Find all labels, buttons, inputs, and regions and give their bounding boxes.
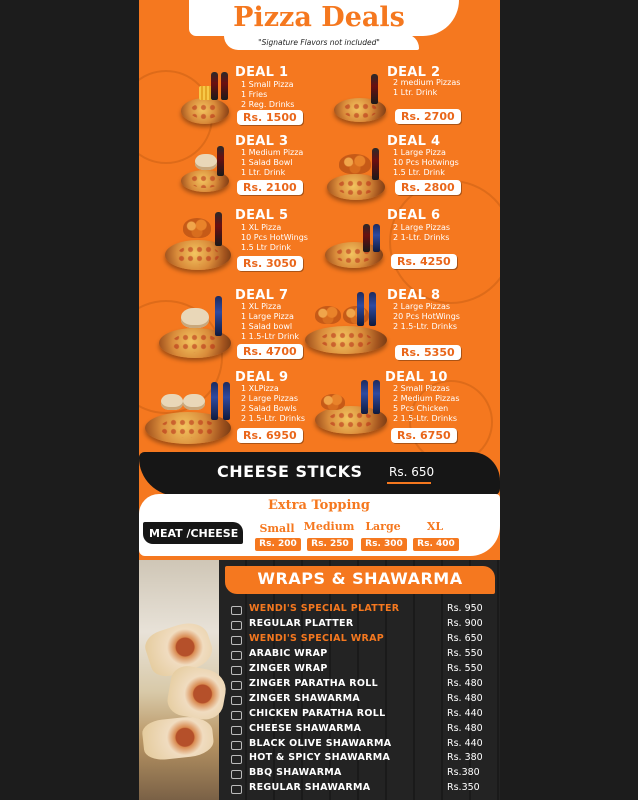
menu-item-price: Rs.350 bbox=[447, 782, 480, 793]
deal-title: DEAL 3 bbox=[235, 134, 289, 149]
menu-row[interactable] bbox=[231, 693, 491, 708]
size-price-small: Rs. 200 bbox=[255, 538, 301, 551]
menu-item-icon bbox=[231, 770, 242, 779]
size-label-large: Large bbox=[365, 520, 401, 533]
cheese-sticks-price: Rs. 650 bbox=[389, 465, 435, 479]
menu-item-name: CHEESE SHAWARMA bbox=[249, 723, 362, 734]
menu-item-price: Rs. 550 bbox=[447, 663, 483, 674]
menu-item-price: Rs. 380 bbox=[447, 752, 483, 763]
pizza-image bbox=[305, 326, 387, 354]
deal-item: 2 Reg. Drinks bbox=[241, 100, 295, 109]
menu-item-price: Rs. 550 bbox=[447, 648, 483, 659]
deal-title: DEAL 4 bbox=[387, 134, 441, 149]
menu-item-name: WENDI'S SPECIAL WRAP bbox=[249, 633, 385, 644]
deal-title: DEAL 6 bbox=[387, 208, 441, 223]
drink-bottle bbox=[372, 148, 379, 180]
size-label-small: Small bbox=[259, 522, 295, 535]
menu-item-icon bbox=[231, 621, 242, 630]
hotwings-image bbox=[343, 306, 369, 324]
salad-bowl-image bbox=[181, 308, 209, 328]
menu-row[interactable] bbox=[231, 678, 491, 693]
menu-item-name: BBQ SHAWARMA bbox=[249, 767, 342, 778]
drink-bottle bbox=[369, 292, 376, 326]
menu-item-name: ZINGER SHAWARMA bbox=[249, 693, 361, 704]
hotwings-image bbox=[339, 154, 371, 174]
menu-item-icon bbox=[231, 606, 242, 615]
menu-item-icon bbox=[231, 755, 242, 764]
menu-item-name: CHICKEN PARATHA ROLL bbox=[249, 708, 386, 719]
menu-item-price: Rs. 480 bbox=[447, 693, 483, 704]
menu-row[interactable] bbox=[231, 648, 491, 663]
menu-item-icon bbox=[231, 666, 242, 675]
wrap-photo bbox=[139, 560, 219, 800]
menu-item-icon bbox=[231, 696, 242, 705]
salad-bowl-image bbox=[161, 394, 183, 410]
pizza-image bbox=[334, 98, 386, 122]
menu-item-icon bbox=[231, 785, 242, 794]
menu-item-name: ZINGER PARATHA ROLL bbox=[249, 678, 378, 689]
drink-bottle bbox=[215, 296, 222, 336]
chicken-image bbox=[321, 394, 345, 410]
page-title: Pizza Deals bbox=[233, 2, 405, 33]
size-label-medium: Medium bbox=[303, 520, 355, 533]
size-price-xl: Rs. 400 bbox=[413, 538, 459, 551]
salad-bowl-image bbox=[183, 394, 205, 410]
deal-item: 1 Small Pizza bbox=[241, 80, 294, 89]
deal-price: Rs. 4250 bbox=[391, 254, 457, 269]
hotwings-image bbox=[315, 306, 341, 324]
menu-row[interactable] bbox=[231, 723, 491, 738]
deal-title: DEAL 2 bbox=[387, 65, 441, 80]
drink-bottle bbox=[373, 224, 380, 252]
menu-item-icon bbox=[231, 711, 242, 720]
deal-title: DEAL 1 bbox=[235, 65, 289, 80]
deal-item: 2 1.5-Ltr. Drinks bbox=[393, 322, 458, 331]
deal-item: 2 Large Pizzas bbox=[241, 394, 299, 403]
menu-row[interactable] bbox=[231, 752, 491, 767]
size-price-medium: Rs. 250 bbox=[307, 538, 353, 551]
menu-item-name: WENDI'S SPECIAL PLATTER bbox=[249, 603, 400, 614]
menu-item-icon bbox=[231, 651, 242, 660]
size-price-large: Rs. 300 bbox=[361, 538, 407, 551]
deal-item: 1.5 Ltr Drink bbox=[241, 243, 292, 252]
deal-item: 1 Ltr. Drink bbox=[393, 88, 438, 97]
deal-item: 2 Salad Bowls bbox=[241, 404, 297, 413]
drink-bottle bbox=[373, 380, 380, 414]
deal-item: 20 Pcs HotWings bbox=[393, 312, 460, 321]
deal-item: 2 medium Pizzas bbox=[393, 78, 461, 87]
menu-item-price: Rs. 440 bbox=[447, 738, 483, 749]
menu-item-icon bbox=[231, 681, 242, 690]
drink-bottle bbox=[221, 72, 228, 100]
menu-poster bbox=[139, 0, 500, 800]
menu-row[interactable] bbox=[231, 767, 491, 782]
deal-price: Rs. 2100 bbox=[237, 180, 303, 195]
drink-bottle bbox=[211, 72, 218, 100]
wrap-roll-image bbox=[141, 714, 215, 761]
menu-item-price: Rs. 650 bbox=[447, 633, 483, 644]
deal-item: 2 1.5-Ltr. Drinks bbox=[393, 414, 458, 423]
menu-row[interactable] bbox=[231, 708, 491, 723]
drink-bottle bbox=[357, 292, 364, 326]
deal-item: 5 Pcs Chicken bbox=[393, 404, 449, 413]
menu-item-price: Rs. 950 bbox=[447, 603, 483, 614]
deal-item: 2 1.5-Ltr. Drinks bbox=[241, 414, 306, 423]
deal-price: Rs. 6950 bbox=[237, 428, 303, 443]
menu-item-price: Rs.380 bbox=[447, 767, 480, 778]
deal-item: 1 1.5-Ltr Drink bbox=[241, 332, 300, 341]
extra-topping-title: Extra Topping bbox=[268, 498, 370, 513]
menu-item-price: Rs. 480 bbox=[447, 678, 483, 689]
deal-title: DEAL 5 bbox=[235, 208, 289, 223]
drink-bottle bbox=[363, 224, 370, 252]
price-underline bbox=[387, 482, 431, 484]
menu-item-icon bbox=[231, 636, 242, 645]
deal-price: Rs. 6750 bbox=[391, 428, 457, 443]
menu-item-name: REGULAR PLATTER bbox=[249, 618, 354, 629]
deal-item: 1 XLPizza bbox=[241, 384, 279, 393]
wraps-title: WRAPS & SHAWARMA bbox=[257, 569, 463, 588]
deal-item: 10 Pcs HotWings bbox=[241, 233, 308, 242]
cheese-sticks-title: CHEESE STICKS bbox=[217, 462, 363, 481]
deal-price: Rs. 5350 bbox=[395, 345, 461, 360]
menu-item-name: HOT & SPICY SHAWARMA bbox=[249, 752, 391, 763]
meat-cheese-label: MEAT /CHEESE bbox=[149, 527, 239, 540]
drink-bottle bbox=[223, 382, 230, 420]
deal-title: DEAL 7 bbox=[235, 288, 289, 303]
menu-item-name: REGULAR SHAWARMA bbox=[249, 782, 371, 793]
menu-item-price: Rs. 900 bbox=[447, 618, 483, 629]
menu-item-price: Rs. 480 bbox=[447, 723, 483, 734]
menu-item-name: ARABIC WRAP bbox=[249, 648, 328, 659]
menu-row[interactable] bbox=[231, 663, 491, 678]
menu-item-name: ZINGER WRAP bbox=[249, 663, 328, 674]
deal-item: 1.5 Ltr. Drink bbox=[393, 168, 445, 177]
hotwings-image bbox=[183, 218, 211, 238]
pizza-image bbox=[181, 98, 229, 124]
drink-bottle bbox=[217, 146, 224, 176]
deal-item: 1 XL Pizza bbox=[241, 223, 282, 232]
menu-row[interactable] bbox=[231, 738, 491, 753]
drink-bottle bbox=[211, 382, 218, 420]
deal-item: 2 1-Ltr. Drinks bbox=[393, 233, 450, 242]
menu-item-name: BLACK OLIVE SHAWARMA bbox=[249, 738, 392, 749]
pizza-image bbox=[145, 412, 231, 444]
menu-row[interactable] bbox=[231, 633, 491, 648]
deal-item: 1 Large Pizza bbox=[241, 312, 294, 321]
menu-row[interactable] bbox=[231, 618, 491, 633]
deal-title: DEAL 10 bbox=[385, 370, 448, 385]
deal-item: 2 Small Pizzas bbox=[393, 384, 450, 393]
deal-item: 1 Salad Bowl bbox=[241, 158, 293, 167]
deal-item: 1 Ltr. Drink bbox=[241, 168, 286, 177]
deal-item: 1 Large Pizza bbox=[393, 148, 446, 157]
drink-bottle bbox=[371, 74, 378, 104]
deal-price: Rs. 3050 bbox=[237, 256, 303, 271]
deal-title: DEAL 8 bbox=[387, 288, 441, 303]
menu-item-price: Rs. 440 bbox=[447, 708, 483, 719]
deal-item: 1 XL Pizza bbox=[241, 302, 282, 311]
deal-item: 1 Fries bbox=[241, 90, 268, 99]
deal-item: 1 Medium Pizza bbox=[241, 148, 304, 157]
menu-item-icon bbox=[231, 726, 242, 735]
salad-bowl-image bbox=[195, 154, 217, 170]
deal-item: 10 Pcs Hotwings bbox=[393, 158, 459, 167]
menu-row[interactable] bbox=[231, 603, 491, 618]
deal-title: DEAL 9 bbox=[235, 370, 289, 385]
size-label-xl: XL bbox=[426, 520, 444, 533]
deal-price: Rs. 4700 bbox=[237, 344, 303, 359]
deal-item: 1 Salad bowl bbox=[241, 322, 293, 331]
menu-row[interactable] bbox=[231, 782, 491, 797]
deal-item: 2 Medium Pizzas bbox=[393, 394, 460, 403]
page-subtitle: "Signature Flavors not included" bbox=[258, 38, 380, 47]
deal-price: Rs. 1500 bbox=[237, 110, 303, 125]
drink-bottle bbox=[215, 212, 222, 246]
deal-price: Rs. 2800 bbox=[395, 180, 461, 195]
drink-bottle bbox=[361, 380, 368, 414]
deal-item: 2 Large Pizzas bbox=[393, 302, 451, 311]
deal-price: Rs. 2700 bbox=[395, 109, 461, 124]
menu-item-icon bbox=[231, 741, 242, 750]
deal-item: 2 Large Pizzas bbox=[393, 223, 451, 232]
